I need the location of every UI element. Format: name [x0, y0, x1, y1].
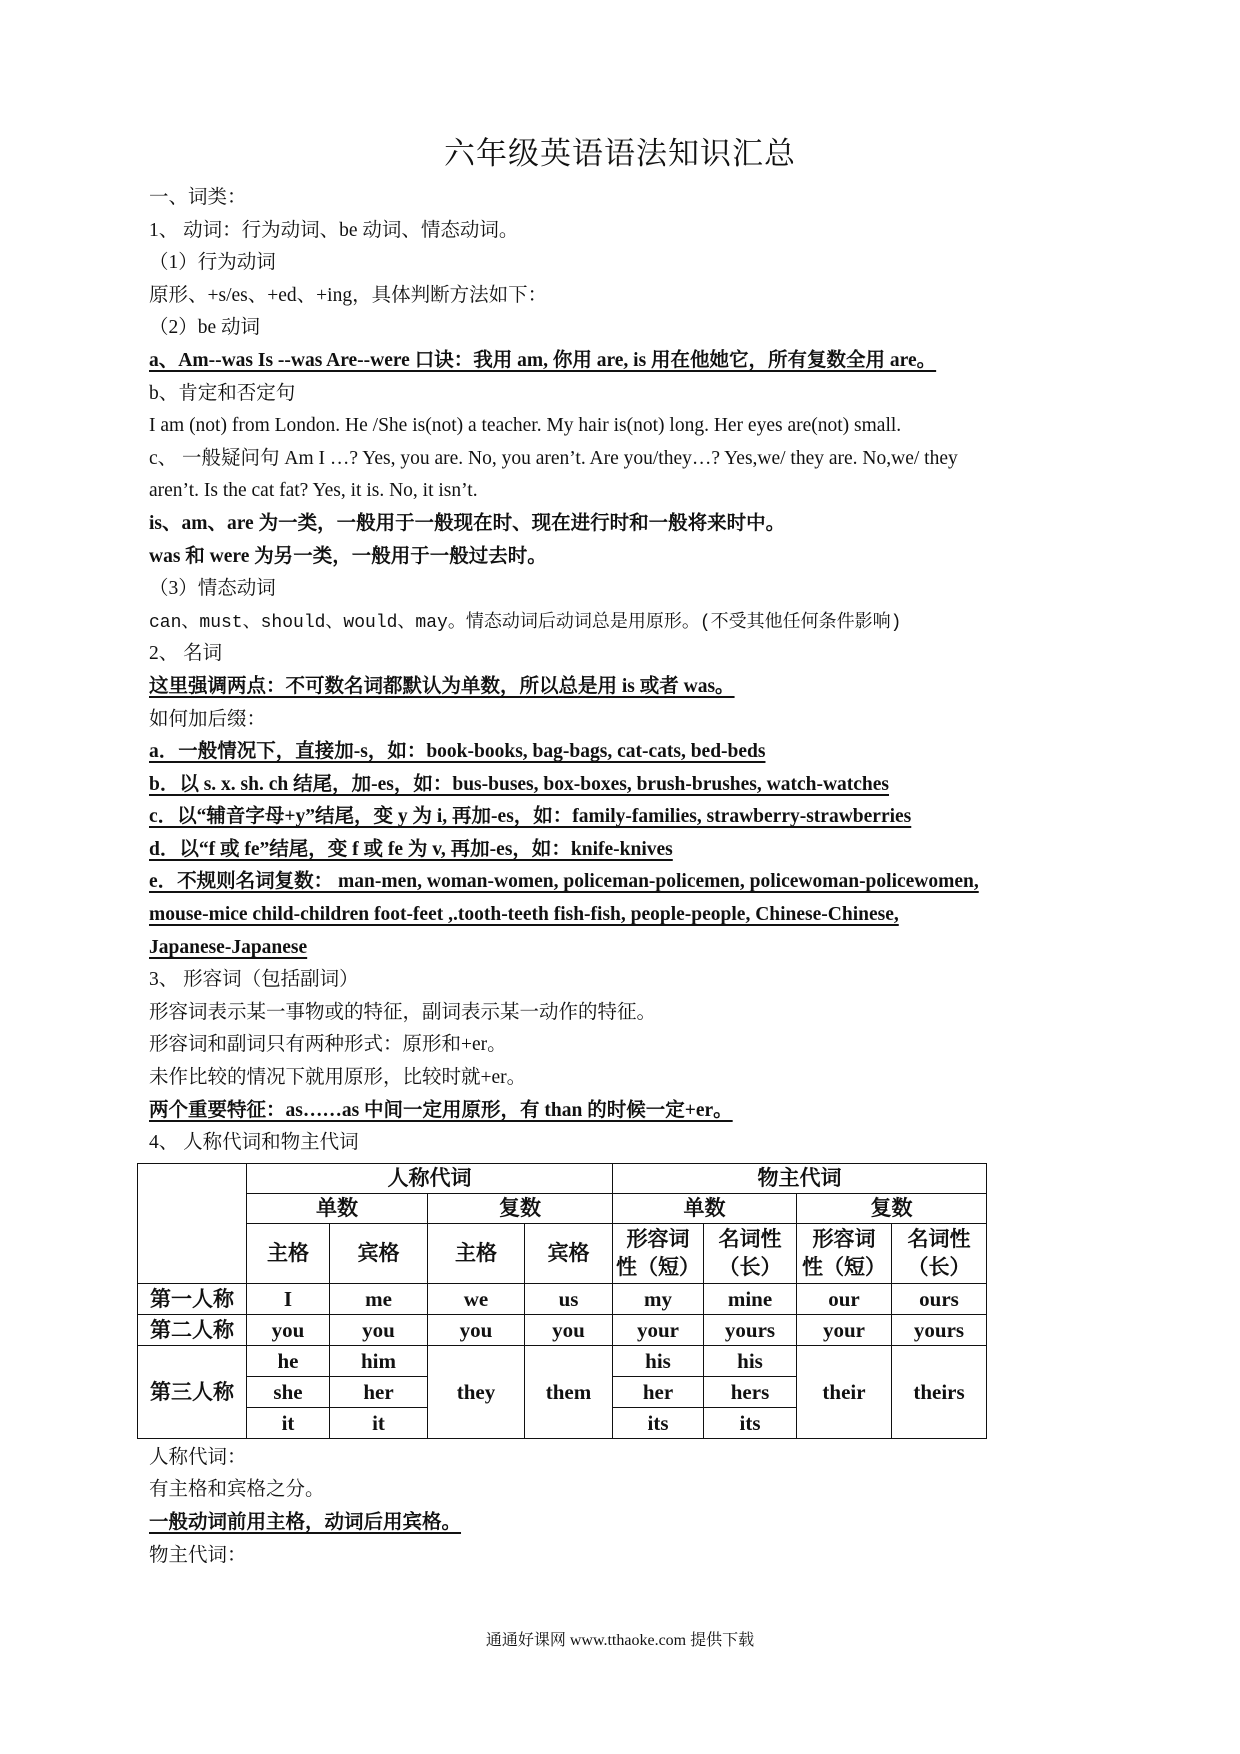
text-line-row	[149, 280, 1109, 313]
text-line: 2、 名词	[149, 643, 223, 665]
cell: your	[613, 1314, 704, 1345]
cell: yours	[892, 1314, 987, 1345]
header-subject-case: 主格	[247, 1223, 330, 1283]
text-line-row	[149, 866, 1109, 899]
text-line-row	[149, 1474, 1109, 1507]
text-line-row	[149, 410, 1109, 443]
text-line: mouse-mice child-children foot-feet ,.tooth-teeth fish-fish, people-people, Chinese-Chinese,	[149, 904, 899, 926]
cell: it	[247, 1407, 330, 1438]
text-line: aren’t. Is the cat fat? Yes, it is. No, it isn’t.	[149, 480, 478, 502]
cell: theirs	[892, 1345, 987, 1438]
cell: me	[330, 1283, 428, 1314]
cell: her	[613, 1376, 704, 1407]
cell: she	[247, 1376, 330, 1407]
text-line-row	[149, 704, 1109, 737]
text-line-row	[149, 1095, 1109, 1128]
cell: yours	[704, 1314, 797, 1345]
text-line: a、Am--was Is --was Are--were 口诀：我用 am, 你用 are, is 用在他她它，所有复数全用 are。	[149, 349, 937, 371]
cell: his	[704, 1345, 797, 1376]
text-line-row	[149, 1029, 1109, 1062]
pronoun-table	[137, 1163, 987, 1439]
cell: him	[330, 1345, 428, 1376]
cell: ours	[892, 1283, 987, 1314]
table-row-second-person	[138, 1314, 987, 1345]
text-line-row	[149, 638, 1109, 671]
header-plural: 复数	[797, 1193, 987, 1223]
header-object-case: 宾格	[330, 1223, 428, 1283]
text-line-row	[149, 932, 1109, 965]
cell: our	[797, 1283, 892, 1314]
cell: it	[330, 1407, 428, 1438]
cell: its	[613, 1407, 704, 1438]
text-line-row	[149, 899, 1109, 932]
text-line-row	[149, 312, 1109, 345]
cell: my	[613, 1283, 704, 1314]
text-line: I am (not) from London. He /She is(not) a teacher. My hair is(not) long. Her eyes are(not) small.	[149, 415, 902, 437]
text-line: is、am、are 为一类，一般用于一般现在时、现在进行时和一般将来时中。	[149, 512, 786, 534]
text-line: a．一般情况下，直接加-s，如：book-books, bag-bags, cat-cats, bed-beds	[149, 741, 766, 763]
header-adjective-short: 形容词 性（短）	[613, 1223, 704, 1283]
header-singular: 单数	[613, 1193, 797, 1223]
text-line: 形容词表示某一事物或的特征，副词表示某一动作的特征。	[149, 1001, 657, 1023]
text-line: 两个重要特征：as……as 中间一定用原形，有 than 的时候一定+er。	[149, 1099, 733, 1121]
table-row-first-person	[138, 1283, 987, 1314]
text-line-row	[149, 1127, 1109, 1160]
text-line: b、肯定和否定句	[149, 382, 296, 404]
text-line-row	[149, 475, 1109, 508]
text-line-row	[149, 997, 1109, 1030]
document-body	[149, 182, 1109, 1572]
text-block-bottom	[149, 1442, 1109, 1572]
text-line-row	[149, 1507, 1109, 1540]
row-label: 第二人称	[138, 1314, 247, 1345]
cell: he	[247, 1345, 330, 1376]
cell: her	[330, 1376, 428, 1407]
text-line: （3）情态动词	[149, 578, 276, 600]
text-line: （2）be 动词	[149, 317, 261, 339]
cell: you	[247, 1314, 330, 1345]
cell: his	[613, 1345, 704, 1376]
header-plural: 复数	[428, 1193, 613, 1223]
cell: they	[428, 1345, 525, 1438]
text-line-row	[149, 606, 1109, 639]
header-adjective-short: 形容词 性（短）	[797, 1223, 892, 1283]
text-line-row	[149, 671, 1109, 704]
text-line-row	[149, 1540, 1109, 1573]
cell: you	[330, 1314, 428, 1345]
text-line-row	[149, 541, 1109, 574]
text-line: 未作比较的情况下就用原形，比较时就+er。	[149, 1067, 527, 1089]
header-subject-case: 主格	[428, 1223, 525, 1283]
cell: us	[525, 1283, 613, 1314]
text-line-row	[149, 182, 1109, 215]
text-line-row	[149, 573, 1109, 606]
table-row-third-person	[138, 1345, 987, 1376]
header-personal-pronouns: 人称代词	[247, 1163, 613, 1193]
text-line: 4、 人称代词和物主代词	[149, 1132, 359, 1154]
table-corner-cell	[138, 1163, 247, 1283]
cell: its	[704, 1407, 797, 1438]
cell: them	[525, 1345, 613, 1438]
text-line: d．以“f 或 fe”结尾，变 f 或 fe 为 v, 再加-es，如：knife-knives	[149, 838, 673, 860]
text-line: 形容词和副词只有两种形式：原形和+er。	[149, 1034, 507, 1056]
text-line: was 和 were 为另一类，一般用于一般过去时。	[149, 545, 547, 567]
cell: you	[525, 1314, 613, 1345]
text-line: 物主代词：	[149, 1544, 247, 1566]
text-line: c、 一般疑问句 Am I …? Yes, you are. No, you aren’t. Are you/they…? Yes,we/ they are. No,we/ they	[149, 447, 958, 469]
text-line: 这里强调两点：不可数名词都默认为单数，所以总是用 is 或者 was。	[149, 675, 735, 697]
text-line-row	[149, 834, 1109, 867]
header-singular: 单数	[247, 1193, 428, 1223]
row-label: 第一人称	[138, 1283, 247, 1314]
text-line: Japanese-Japanese	[149, 936, 308, 958]
text-line: e．不规则名词复数： man-men, woman-women, policeman-policemen, policewoman-policewomen,	[149, 871, 979, 893]
text-line: 一、词类：	[149, 187, 247, 208]
row-label: 第三人称	[138, 1345, 247, 1438]
header-noun-long: 名词性 （长）	[892, 1223, 987, 1283]
text-line: 如何加后缀：	[149, 708, 267, 730]
text-line-row	[149, 508, 1109, 541]
cell: I	[247, 1283, 330, 1314]
text-line: 人称代词：	[149, 1446, 247, 1468]
text-line-row	[149, 378, 1109, 411]
text-line: b．以 s. x. sh. ch 结尾，加-es，如：bus-buses, box-boxes, brush-brushes, watch-watches	[149, 773, 890, 795]
text-line: 1、 动词：行为动词、be 动词、情态动词。	[149, 219, 519, 241]
text-line: can、must、should、would、may。情态动词后动词总是用原形。(不受其他任何条件影响)	[149, 612, 902, 633]
cell: we	[428, 1283, 525, 1314]
text-line: 原形、+s/es、+ed、+ing，具体判断方法如下：	[149, 284, 548, 306]
cell: you	[428, 1314, 525, 1345]
text-line-row	[149, 1062, 1109, 1095]
cell: mine	[704, 1283, 797, 1314]
text-line-row	[149, 801, 1109, 834]
text-line-row	[149, 345, 1109, 378]
cell: hers	[704, 1376, 797, 1407]
text-line-row	[149, 247, 1109, 280]
cell: their	[797, 1345, 892, 1438]
header-possessive-pronouns: 物主代词	[613, 1163, 987, 1193]
text-line: c．以“辅音字母+y”结尾，变 y 为 i, 再加-es，如：family-families, strawberry-strawberries	[149, 806, 912, 828]
page-footer: 通通好课网 www.tthaoke.com 提供下载	[485, 1632, 755, 1649]
text-line-row	[149, 769, 1109, 802]
page-title: 六年级英语语法知识汇总	[444, 136, 796, 171]
text-line: （1）行为动词	[149, 252, 276, 274]
cell: your	[797, 1314, 892, 1345]
text-line-row	[149, 443, 1109, 476]
text-line-row	[149, 1442, 1109, 1475]
text-block-top	[149, 182, 1109, 1160]
text-line-row	[149, 736, 1109, 769]
text-line: 有主格和宾格之分。	[149, 1479, 325, 1501]
text-line: 3、 形容词（包括副词）	[149, 969, 359, 991]
text-line-row	[149, 964, 1109, 997]
header-noun-long: 名词性 （长）	[704, 1223, 797, 1283]
text-line-row	[149, 215, 1109, 248]
header-object-case: 宾格	[525, 1223, 613, 1283]
text-line: 一般动词前用主格，动词后用宾格。	[149, 1512, 462, 1533]
